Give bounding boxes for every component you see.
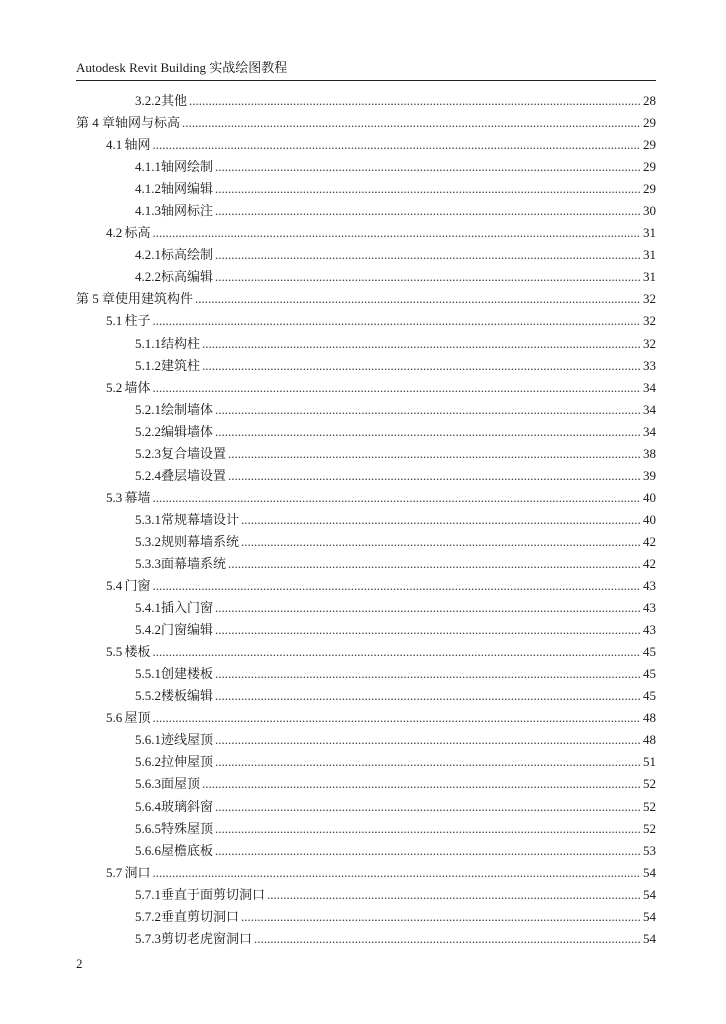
toc-entry-page: 45 [643,688,656,704]
toc-entry-title: 幕墙 [124,489,151,505]
toc-entry-page: 29 [643,137,656,153]
toc-entry-number: 5.3.3 [135,555,161,571]
dot-leader [215,751,641,773]
dot-leader [195,288,641,310]
toc-entry-page: 45 [643,666,656,682]
dot-leader [215,244,641,266]
dot-leader [215,818,641,840]
toc-entry-title: 玻璃斜窗 [161,798,214,814]
dot-leader [202,333,641,355]
toc-entry[interactable] [76,906,656,928]
toc-entry-title: 轴网标注 [161,203,214,219]
toc-entry-number: 5.6.5 [135,820,161,836]
toc-entry-number: 5.6.4 [135,798,161,814]
dot-leader [215,266,641,288]
toc-entry-number: 4.1.1 [135,159,161,175]
toc-entry[interactable] [76,862,656,884]
running-header-title: Autodesk Revit Building 实战绘图教程 [76,60,288,75]
toc-entry[interactable] [76,377,656,399]
toc-entry-page: 31 [643,247,656,263]
toc-entry-page: 54 [643,930,656,946]
toc-entry-number: 第 4 章 [76,115,116,131]
toc-entry-number: 5.7.2 [135,908,161,924]
toc-entry-page: 32 [643,313,656,329]
dot-leader [254,928,641,950]
toc-entry[interactable] [76,751,656,773]
toc-entry-number: 5.1 [106,313,123,329]
dot-leader [215,729,641,751]
header-rule [76,80,656,81]
toc-entry-number: 4.1 [106,137,123,153]
toc-entry-title: 标高绘制 [161,247,214,263]
toc-entry-title: 绘制墙体 [161,401,214,417]
toc-entry-page: 29 [643,159,656,175]
toc-entry[interactable] [76,465,656,487]
toc-entry-page: 54 [643,886,656,902]
toc-entry-page: 33 [643,357,656,373]
toc-entry[interactable] [76,597,656,619]
toc-entry-number: 4.2.1 [135,247,161,263]
toc-entry-title: 拉伸屋顶 [161,754,214,770]
toc-entry-number: 5.6.3 [135,776,161,792]
dot-leader [215,663,641,685]
toc-entry[interactable] [76,840,656,862]
toc-entry[interactable] [76,288,656,310]
toc-entry[interactable] [76,421,656,443]
toc-entry[interactable] [76,333,656,355]
toc-entry-page: 48 [643,710,656,726]
toc-entry-title: 标高编辑 [161,269,214,285]
toc-entry[interactable] [76,244,656,266]
toc-entry-page: 52 [643,776,656,792]
dot-leader [153,575,641,597]
dot-leader [215,178,641,200]
toc-entry-number: 5.6.2 [135,754,161,770]
toc-entry[interactable] [76,531,656,553]
toc-entry[interactable] [76,200,656,222]
toc-entry-number: 5.6 [106,710,123,726]
toc-entry-number: 5.4.2 [135,622,161,638]
toc-entry-number: 第 5 章 [76,291,116,307]
dot-leader [153,222,641,244]
toc-entry[interactable] [76,619,656,641]
toc-entry-title: 面屋顶 [161,776,201,792]
dot-leader [215,796,641,818]
toc-entry-page: 29 [643,115,656,131]
toc-entry-title: 规则幕墙系统 [161,533,240,549]
toc-entry-title: 复合墙设置 [161,445,227,461]
toc-entry-page: 30 [643,203,656,219]
toc-entry-title: 洞口 [124,864,151,880]
toc-entry-title: 编辑墙体 [161,423,214,439]
toc-entry-title: 门窗 [124,578,151,594]
dot-leader [153,134,641,156]
toc-entry-title: 插入门窗 [161,600,214,616]
toc-entry-number: 4.2 [106,225,123,241]
toc-entry[interactable] [76,884,656,906]
toc-entry-page: 43 [643,578,656,594]
toc-entry-page: 52 [643,820,656,836]
toc-entry-number: 5.1.1 [135,335,161,351]
toc-entry-number: 5.7 [106,864,123,880]
toc-entry-number: 5.1.2 [135,357,161,373]
toc-entry[interactable] [76,487,656,509]
toc-entry-number: 5.6.6 [135,842,161,858]
toc-entry-number: 5.7.3 [135,930,161,946]
toc-entry[interactable] [76,685,656,707]
toc-entry-number: 5.2.4 [135,467,161,483]
toc-entry[interactable] [76,773,656,795]
toc-entry-page: 48 [643,732,656,748]
dot-leader [241,906,641,928]
toc-entry[interactable] [76,399,656,421]
toc-entry-title: 结构柱 [161,335,201,351]
toc-entry-number: 5.5 [106,644,123,660]
dot-leader [215,597,641,619]
dot-leader [182,112,641,134]
dot-leader [153,641,641,663]
toc-entry-page: 42 [643,555,656,571]
toc-entry-title: 迹线屋顶 [161,732,214,748]
dot-leader [215,619,641,641]
toc-entry-page: 32 [643,291,656,307]
toc-entry[interactable] [76,355,656,377]
toc-entry-title: 叠层墙设置 [161,467,227,483]
toc-entry-page: 31 [643,269,656,285]
dot-leader [215,399,641,421]
toc-entry[interactable] [76,112,656,134]
toc-entry-number: 3.2.2 [135,93,161,108]
dot-leader [215,156,641,178]
dot-leader [202,773,641,795]
toc-entry-number: 5.2 [106,379,123,395]
toc-entry-page: 43 [643,622,656,638]
dot-leader [153,487,641,509]
toc-entry[interactable] [76,707,656,729]
dot-leader [153,862,641,884]
toc-entry-title: 建筑柱 [161,357,201,373]
toc-entry-title: 轴网绘制 [161,159,214,175]
dot-leader [215,421,641,443]
toc-entry[interactable] [76,156,656,178]
toc-entry-title: 屋檐底板 [161,842,214,858]
toc-entry-number: 5.6.1 [135,732,161,748]
toc-entry-page: 45 [643,644,656,660]
toc-entry-title: 其他 [161,93,188,108]
toc-entry-title: 楼板 [124,644,151,660]
page-number: 2 [76,956,83,971]
toc-entry-page: 38 [643,445,656,461]
toc-entry-title: 门窗编辑 [161,622,214,638]
toc-entry-title: 屋顶 [124,710,151,726]
toc-entry[interactable] [76,443,656,465]
toc-entry-page: 54 [643,908,656,924]
toc-entry-page: 39 [643,467,656,483]
toc-entry-number: 4.1.3 [135,203,161,219]
toc-entry-number: 5.3 [106,489,123,505]
dot-leader [153,707,641,729]
toc-entry-title: 墙体 [124,379,151,395]
toc-entry[interactable] [76,663,656,685]
dot-leader [215,685,641,707]
dot-leader [189,90,641,112]
toc-entry-title: 轴网 [124,137,151,153]
toc-entry-number: 5.3.1 [135,511,161,527]
dot-leader [202,355,641,377]
toc-entry[interactable] [76,509,656,531]
toc-entry-number: 4.1.2 [135,181,161,197]
dot-leader [215,200,641,222]
toc-entry-title: 剪切老虎窗洞口 [161,930,253,946]
toc-entry-page: 29 [643,181,656,197]
toc-entry-number: 5.2.2 [135,423,161,439]
dot-leader [241,531,641,553]
toc-entry-title: 面幕墙系统 [161,555,227,571]
toc-entry[interactable] [76,818,656,840]
toc-entry-number: 5.4.1 [135,600,161,616]
toc-entry-title: 轴网编辑 [161,181,214,197]
toc-entry[interactable] [76,310,656,332]
dot-leader [228,465,641,487]
toc-entry-page: 31 [643,225,656,241]
dot-leader [228,443,641,465]
dot-leader [153,377,641,399]
toc-entry-page: 42 [643,533,656,549]
toc-entry-number: 5.3.2 [135,533,161,549]
toc-entry-title: 楼板编辑 [161,688,214,704]
toc-entry-page: 52 [643,798,656,814]
toc-entry[interactable] [76,641,656,663]
toc-entry-number: 5.7.1 [135,886,161,902]
toc-entry-title: 创建楼板 [161,666,214,682]
toc-entry[interactable] [76,796,656,818]
toc-entry[interactable] [76,729,656,751]
dot-leader [153,310,641,332]
toc-entry-number: 5.2.3 [135,445,161,461]
toc-entry-page: 34 [643,423,656,439]
toc-entry-page: 32 [643,335,656,351]
toc-entry-page: 43 [643,600,656,616]
toc-entry-title: 垂直剪切洞口 [161,908,240,924]
toc-entry-page: 53 [643,842,656,858]
toc-entry[interactable] [76,553,656,575]
toc-entry[interactable] [76,134,656,156]
toc-entry-page: 28 [643,93,656,108]
toc-entry-number: 4.2.2 [135,269,161,285]
toc-entry-page: 34 [643,401,656,417]
dot-leader [228,553,641,575]
toc-entry[interactable] [76,222,656,244]
toc-entry[interactable] [76,575,656,597]
toc-entry[interactable] [76,178,656,200]
dot-leader [267,884,641,906]
toc-entry[interactable] [76,266,656,288]
toc-entry-title: 标高 [124,225,151,241]
toc-entry-title: 特殊屋顶 [161,820,214,836]
toc-entry-title: 常规幕墙设计 [161,511,240,527]
toc-entry-page: 51 [643,754,656,770]
toc-entry-title: 使用建筑构件 [115,291,194,307]
toc-entry-title: 柱子 [124,313,151,329]
toc-entry-title: 垂直于面剪切洞口 [161,886,266,902]
toc-entry-number: 5.4 [106,578,123,594]
toc-entry-number: 5.5.1 [135,666,161,682]
toc-entry[interactable] [76,90,656,112]
toc-entry-page: 54 [643,864,656,880]
toc-entry-title: 轴网与标高 [115,115,181,131]
table-of-contents [76,90,656,950]
toc-entry-number: 5.5.2 [135,688,161,704]
dot-leader [215,840,641,862]
toc-entry-page: 34 [643,379,656,395]
toc-entry-number: 5.2.1 [135,401,161,417]
toc-entry[interactable] [76,928,656,950]
toc-entry-page: 40 [643,511,656,527]
toc-entry-page: 40 [643,489,656,505]
dot-leader [241,509,641,531]
